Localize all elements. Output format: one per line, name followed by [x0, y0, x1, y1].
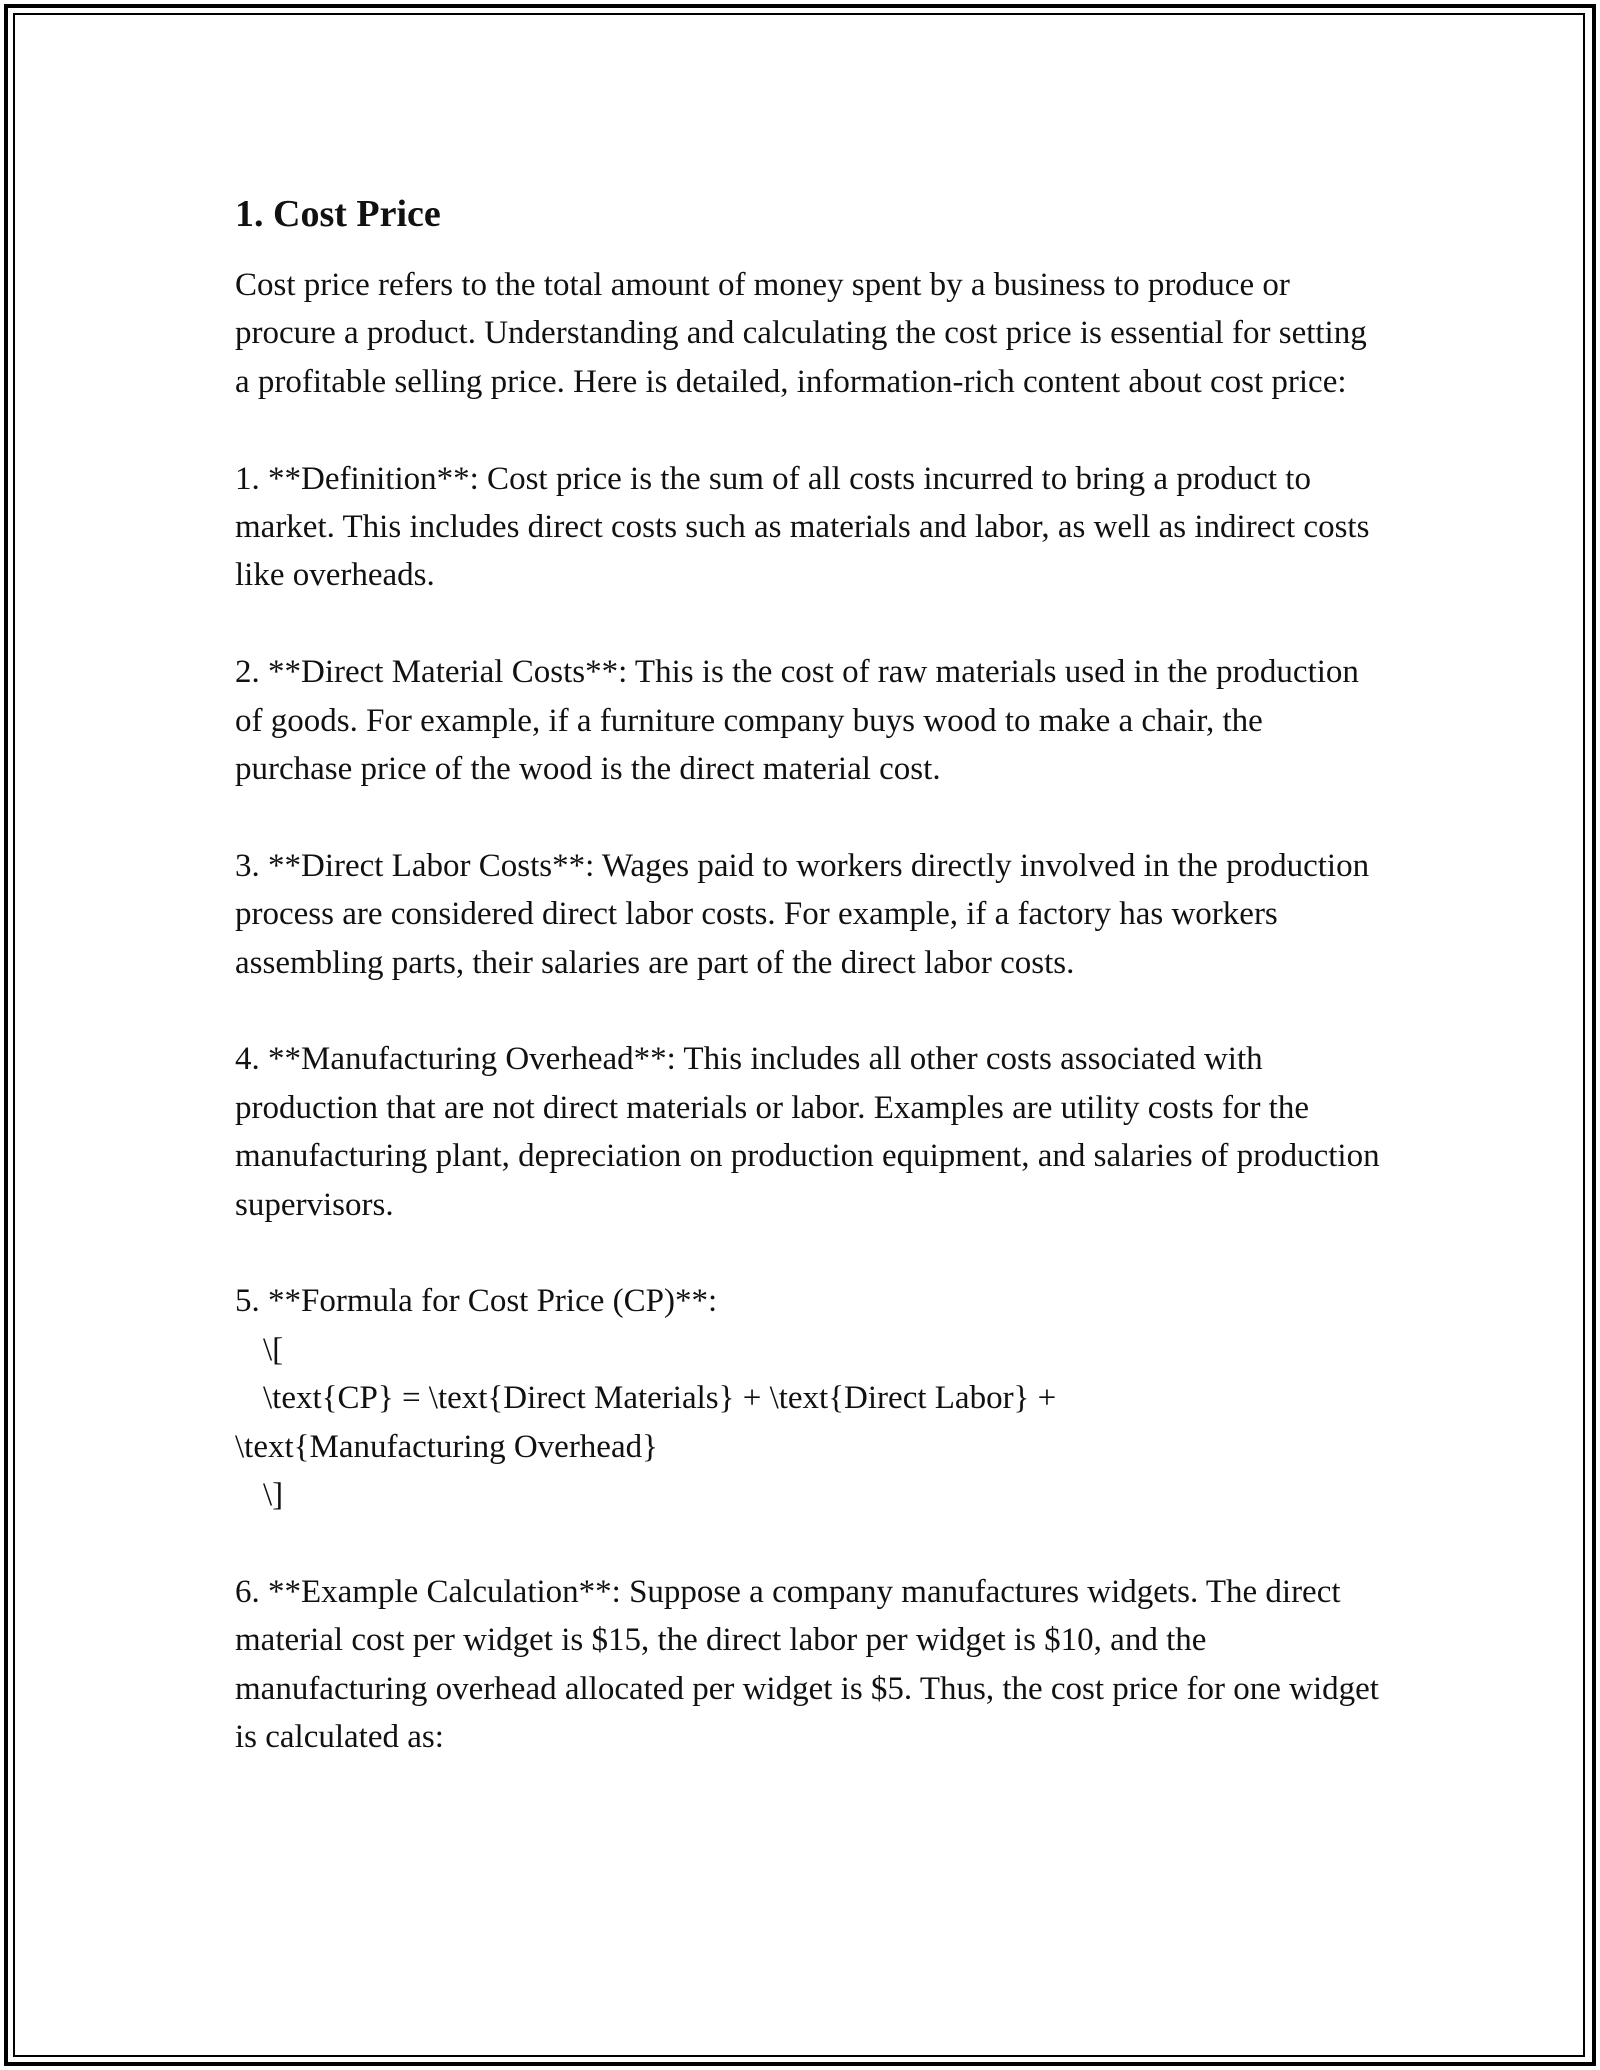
formula-close-bracket: \]	[263, 1477, 284, 1514]
formula-line-2: \text{Manufacturing Overhead}	[235, 1428, 658, 1465]
formula-title: 5. **Formula for Cost Price (CP)**:	[235, 1283, 718, 1320]
list-item-definition: 1. **Definition**: Cost price is the sum of all costs incurred to bring a product to market. This includes direct costs such as materials and labor, as well as indirect costs like overheads.	[235, 460, 1370, 594]
list-item-manufacturing-overhead: 4. **Manufacturing Overhead**: This includes all other costs associated with production that are not direct materials or labor. Examples are utility costs for the manufacturing plant, depreciation on production equipment, and salaries of production supervisors.	[235, 1041, 1380, 1223]
section-heading: 1. Cost Price	[235, 193, 441, 235]
list-item-formula	[235, 1277, 1385, 1519]
list-item-direct-labor-costs: 3. **Direct Labor Costs**: Wages paid to workers directly involved in the production process are considered direct labor costs. For example, if a factory has workers assembling parts, their salaries are part of the direct labor costs.	[235, 847, 1370, 981]
document-body	[235, 188, 1385, 1810]
list-item-direct-material-costs: 2. **Direct Material Costs**: This is the cost of raw materials used in the production of goods. For example, if a furniture company buys wood to make a chair, the purchase price of the wood is the direct material cost.	[235, 654, 1359, 788]
list-item-example-calculation: 6. **Example Calculation**: Suppose a company manufactures widgets. The direct material cost per widget is $15, the direct labor per widget is $10, and the manufacturing overhead allocated per widget is $5. Thus, the cost price for one widget is calculated as:	[235, 1573, 1379, 1756]
formula-line-1: \text{CP} = \text{Direct Materials} + \text{Direct Labor} +	[263, 1380, 1057, 1417]
formula-open-bracket: \[	[263, 1331, 284, 1368]
intro-paragraph: Cost price refers to the total amount of money spent by a business to produce or procure a product. Understanding and calculating the cost price is essential for setting a profitable selling price. Here is detailed, information-rich content about cost price:	[235, 267, 1367, 400]
